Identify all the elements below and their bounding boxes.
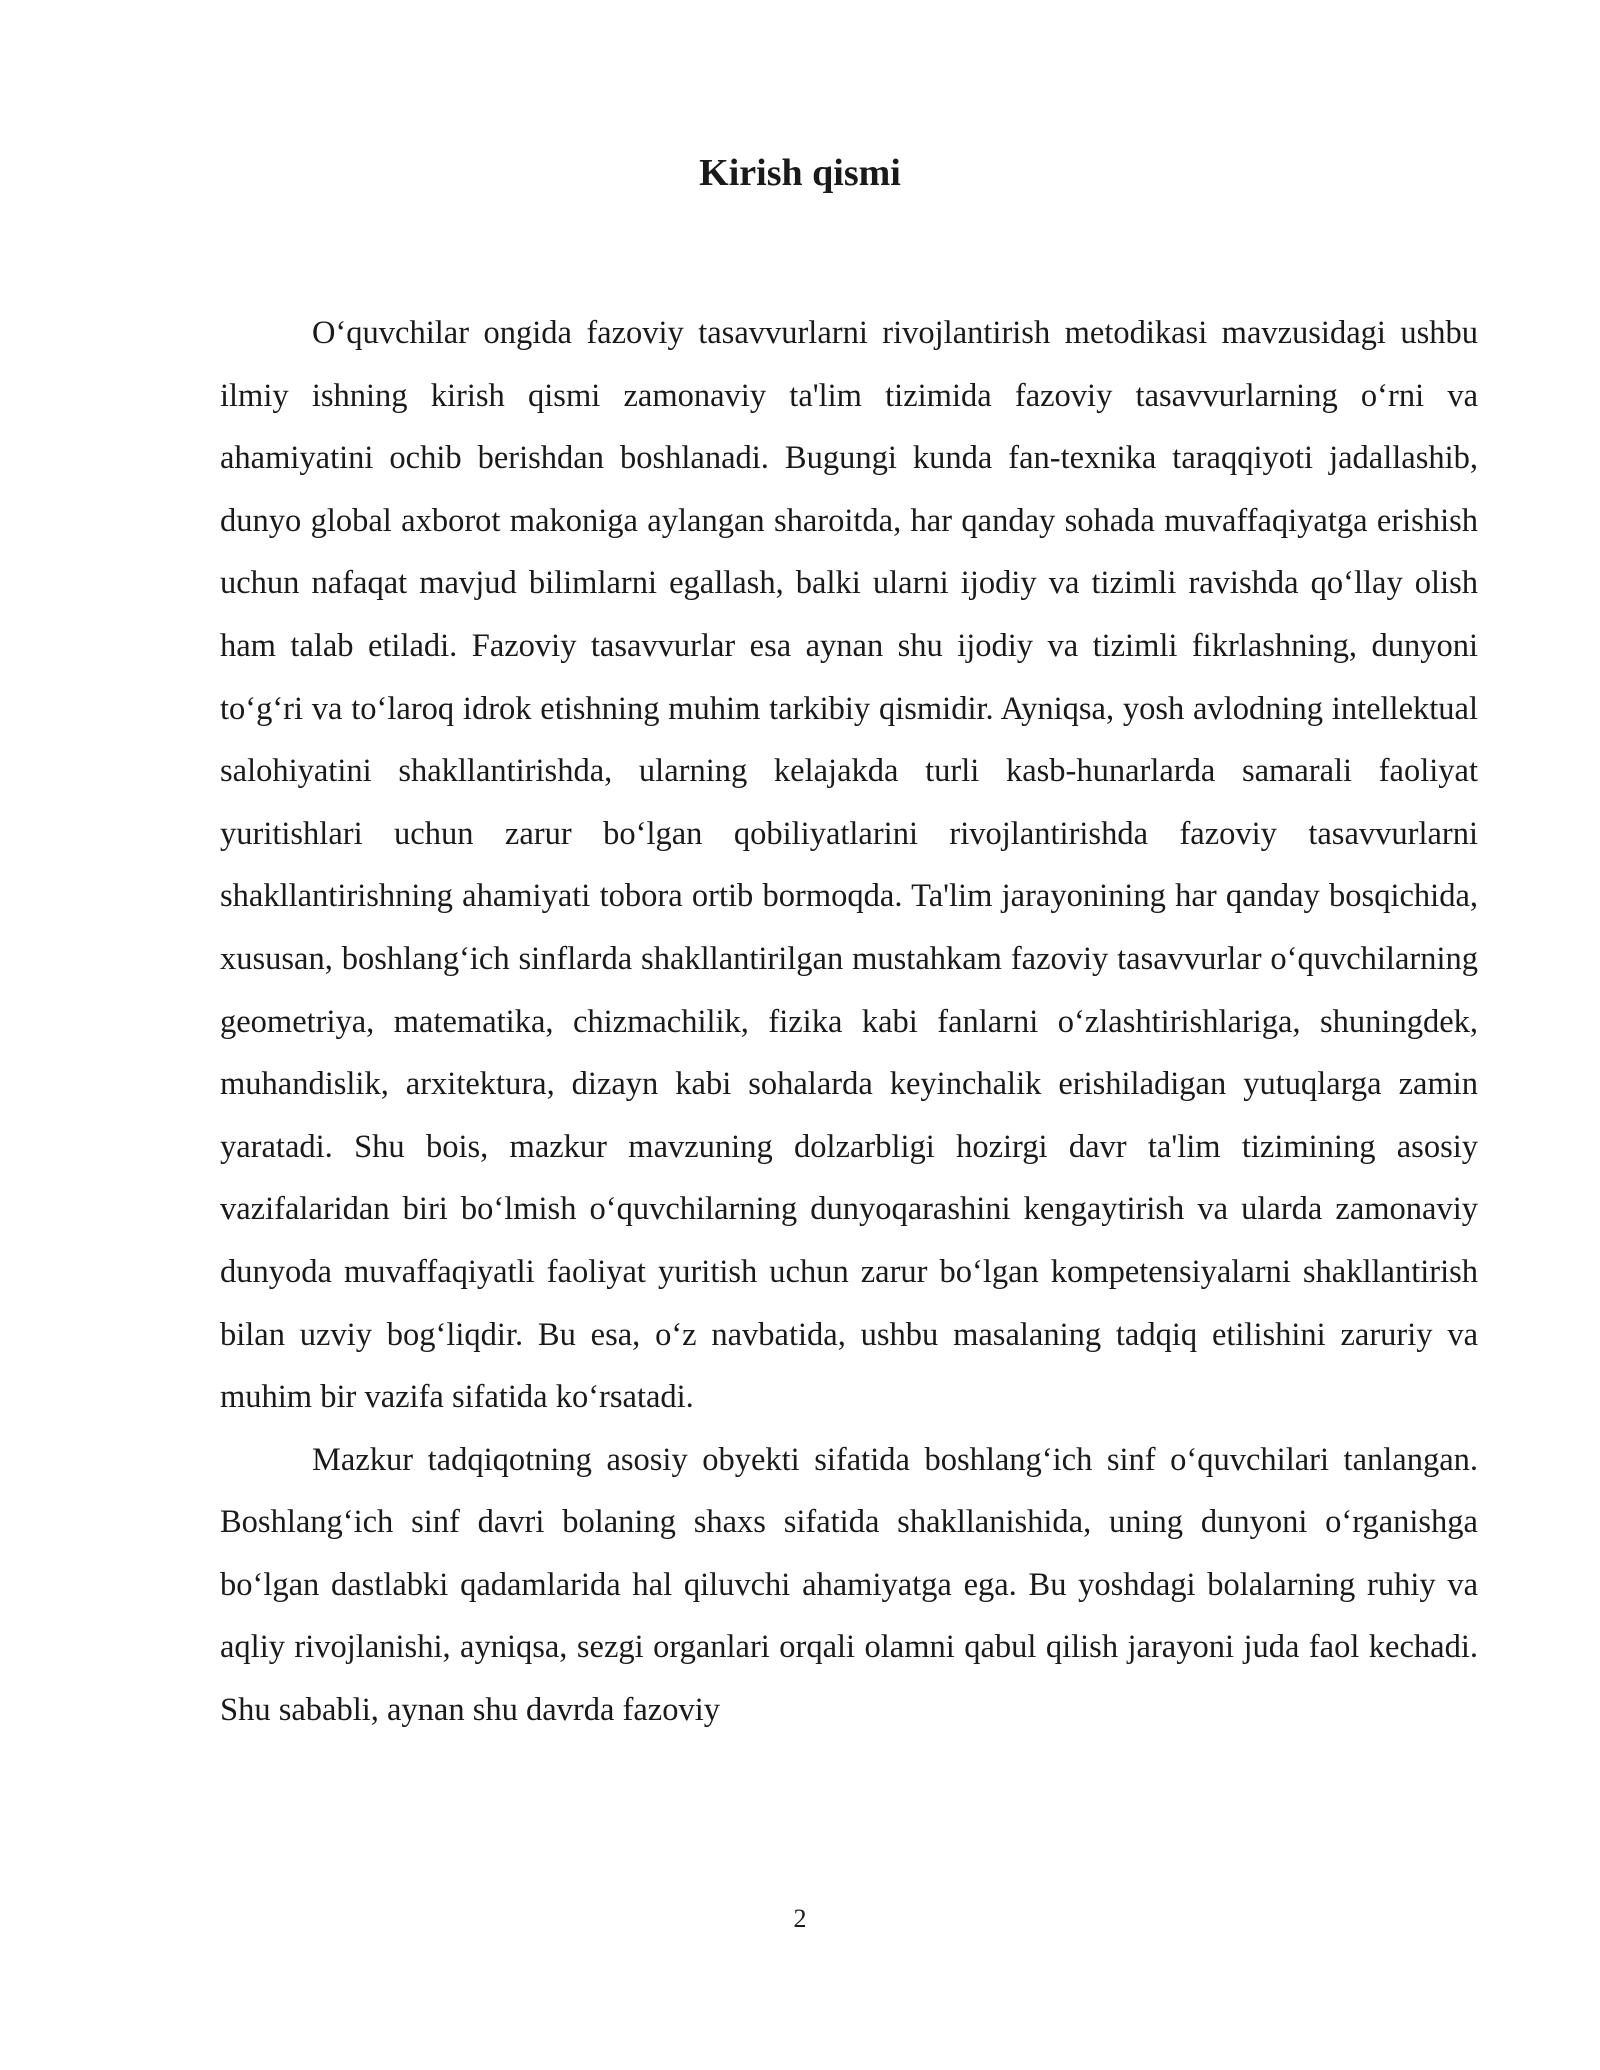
paragraph-2: Mazkur tadqiqotning asosiy obyekti sifatida boshlang‘ich sinf o‘quvchilari tanlangan. Boshlang‘ich sinf davri bolaning shaxs sifatida shakllanishida, uning dunyoni o‘rganishga bo‘lgan dastlabki qadamlarida hal qiluvchi ahamiyatga ega. Bu yoshdagi bolalarning ruhiy va aqliy rivojlanishi, ayniqsa, sezgi organlari orqali olamni qabul qilish jarayoni juda faol kechadi. Shu sababli, aynan shu davrda fazoviy bbox=[220, 1441, 1478, 1729]
body-text bbox=[220, 302, 1478, 1742]
paragraph-1: O‘quvchilar ongida fazoviy tasavvurlarni rivojlantirish metodikasi mavzusidagi ushbu ilmiy ishning kirish qismi zamonaviy ta'lim tizimida fazoviy tasavvurlarning o‘rni va ahamiyatini ochib berishdan boshlanadi. Bugungi kunda fan-texnika taraqqiyoti jadallashib, dunyo global axborot makoniga aylangan sharoitda, har qanday sohada muvaffaqiyatga erishish uchun nafaqat mavjud bilimlarni egallash, balki ularni ijodiy va tizimli ravishda qo‘llay olish ham talab etiladi. Fazoviy tasavvurlar esa aynan shu ijodiy va tizimli fikrlashning, dunyoni to‘g‘ri va to‘laroq idrok etishning muhim tarkibiy qismidir. Ayniqsa, yosh avlodning intellektual salohiyatini shakllantirishda, ularning kelajakda turli kasb-hunarlarda samarali faoliyat yuritishlari uchun zarur bo‘lgan qobiliyatlarini rivojlantirishda fazoviy tasavvurlarni shakllantirishning ahamiyati tobora ortib bormoqda. Ta'lim jarayonining har qanday bosqichida, xususan, boshlang‘ich sinflarda shakllantirilgan mustahkam fazoviy tasavvurlar o‘quvchilarning geometriya, matematika, chizmachilik, fizika kabi fanlarni o‘zlashtirishlariga, shuningdek, muhandislik, arxitektura, dizayn kabi sohalarda keyinchalik erishiladigan yutuqlarga zamin yaratadi. Shu bois, mazkur mavzuning dolzarbligi hozirgi davr ta'lim tizimining asosiy vazifalaridan biri bo‘lmish o‘quvchilarning dunyoqarashini kengaytirish va ularda zamonaviy dunyoda muvaffaqiyatli faoliyat yuritish uchun zarur bo‘lgan kompetensiyalarni shakllantirish bilan uzviy bog‘liqdir. Bu esa, o‘z navbatida, ushbu masalaning tadqiq etilishini zaruriy va muhim bir vazifa sifatida ko‘rsatadi. bbox=[220, 315, 1478, 1416]
page-number: 2 bbox=[793, 1904, 807, 1933]
page-title: Kirish qismi bbox=[699, 152, 901, 194]
